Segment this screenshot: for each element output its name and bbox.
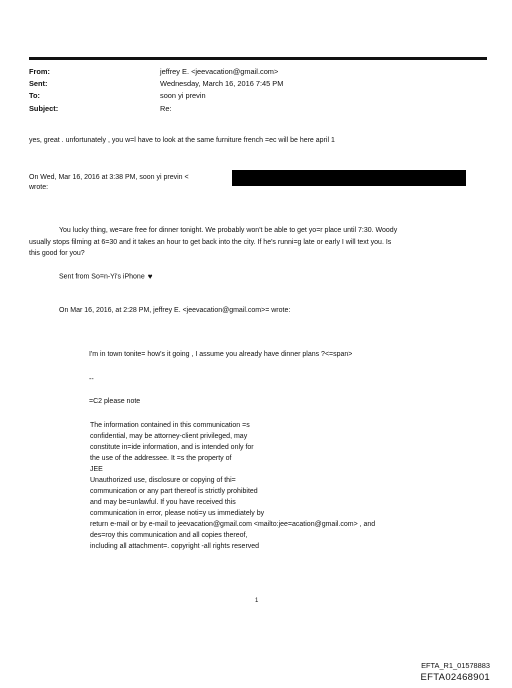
disclaimer-line: communication or any part thereof is strictly prohibited bbox=[90, 488, 258, 495]
from-label: From: bbox=[29, 67, 50, 76]
from-row bbox=[29, 66, 283, 78]
quote2-line: I'm in town tonite= how's it going , I assume you already have dinner plans ?<=span> bbox=[89, 351, 353, 358]
disclaimer-line: including all attachment=. copyright -all rights reserved bbox=[90, 543, 260, 550]
quote1-header: On Wed, Mar 16, 2016 at 3:38 PM, soon yi previn < bbox=[29, 174, 189, 181]
quote1-line-3: this good for you? bbox=[29, 250, 85, 257]
disclaimer-line: des=roy this communication and all copies thereof, bbox=[90, 532, 248, 539]
sent-row bbox=[29, 78, 283, 90]
sent-label: Sent: bbox=[29, 79, 48, 89]
note-line: =C2 please note bbox=[89, 398, 141, 405]
disclaimer-line: confidential, may be attorney-client privileged, may bbox=[90, 433, 248, 440]
redaction-bar bbox=[232, 170, 466, 186]
disclaimer-line: communication in error, please noti=y us immediately by bbox=[90, 510, 265, 517]
disclaimer-line: The information contained in this communication =s bbox=[90, 422, 250, 429]
to-label: To: bbox=[29, 91, 40, 101]
from-value: jeffrey E. <jeevacation@gmail.com> bbox=[160, 67, 279, 76]
reply-line: yes, great . unfortunately , you w=l have to look at the same furniture french =ec will be here april 1 bbox=[29, 137, 335, 144]
quote1-line-1: You lucky thing, we=are free for dinner tonight. We probably won't be able to get yo=r place until 7:30. Woody bbox=[59, 227, 398, 234]
disclaimer-line: return e-mail or by e-mail to jeevacation@gmail.com <mailto:jee=acation@gmail.com> , and bbox=[90, 521, 376, 528]
subject-value: Re: bbox=[160, 103, 172, 113]
disclaimer-line: constitute in=ide information, and is intended only for bbox=[90, 444, 254, 451]
quote1-header-wrote: wrote: bbox=[29, 184, 49, 191]
heart-icon: ♥ bbox=[147, 272, 153, 281]
subject-label: Subject: bbox=[29, 103, 59, 113]
quote2-header: On Mar 16, 2016, at 2:28 PM, jeffrey E. <jeevacation@gmail.com>= wrote: bbox=[59, 307, 291, 314]
disclaimer-line: Unauthorized use, disclosure or copying of thi= bbox=[90, 477, 236, 484]
subject-row bbox=[29, 103, 283, 115]
quote1-line-2: usually stops filming at 6=30 and it takes an hour to get back into the city. If he's runni=g late or early I will text you. Is bbox=[29, 239, 392, 246]
signature-text: Sent from So=n-Yi's iPhone bbox=[59, 273, 145, 281]
sent-value: Wednesday, March 16, 2016 7:45 PM bbox=[160, 79, 284, 89]
email-header bbox=[29, 66, 283, 115]
header-rule bbox=[29, 57, 487, 60]
disclaimer-line: the use of the addressee. It =s the property of bbox=[90, 455, 232, 462]
signature-line bbox=[59, 271, 152, 282]
bates-number-secondary: EFTA02468901 bbox=[420, 672, 490, 683]
dashes: -- bbox=[89, 376, 94, 383]
bates-number-primary: EFTA_R1_01578883 bbox=[421, 661, 490, 670]
disclaimer-line: and may be=unlawful. If you have received this bbox=[90, 499, 236, 506]
disclaimer-line: JEE bbox=[90, 466, 103, 473]
to-row bbox=[29, 90, 283, 102]
page-number: 1 bbox=[255, 598, 259, 604]
to-value: soon yi previn bbox=[160, 91, 206, 101]
